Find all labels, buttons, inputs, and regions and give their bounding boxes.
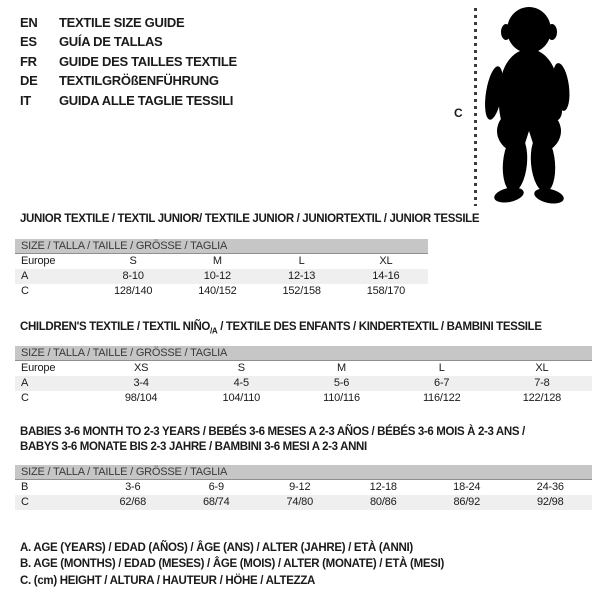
table-cell: 68/74 <box>202 496 230 508</box>
column-header: L <box>298 255 305 267</box>
table-cell: 128/140 <box>113 285 153 297</box>
table-cell: C <box>21 496 29 508</box>
language-label: GUIDE DES TAILLES TEXTILE <box>59 53 237 69</box>
language-code: EN <box>20 15 38 30</box>
toddler-silhouette-image <box>481 5 575 205</box>
column-header: L <box>438 362 445 374</box>
table-row <box>15 269 428 284</box>
junior-size-table <box>15 239 428 299</box>
table-cell: 74/80 <box>286 496 314 508</box>
table-cell: 98/104 <box>124 392 158 404</box>
language-code: ES <box>20 34 37 50</box>
babies-section-title <box>20 425 580 454</box>
language-code: IT <box>20 92 31 108</box>
language-row-de <box>20 71 237 90</box>
children-size-table <box>15 346 592 406</box>
table-cell: 9-12 <box>289 481 311 493</box>
language-row-it <box>20 91 237 110</box>
table-cell: 10-12 <box>203 270 231 282</box>
table-cell: C <box>21 392 29 404</box>
table-cell: B <box>21 481 29 493</box>
height-label-c: C <box>454 106 463 120</box>
column-header: XL <box>379 255 393 267</box>
table-cell: 4-5 <box>233 377 249 389</box>
table-cell: C <box>21 285 29 297</box>
babies-size-table <box>15 465 592 510</box>
language-label: TEXTILE SIZE GUIDE <box>59 15 185 30</box>
junior-size-bar: SIZE / TALLA / TAILLE / GRÖSSE / TAGLIA <box>15 239 428 254</box>
table-cell: A <box>21 377 29 389</box>
table-row <box>15 480 592 495</box>
table-cell: 104/110 <box>222 392 261 404</box>
language-code: FR <box>20 53 37 69</box>
column-header: M <box>212 255 222 267</box>
table-cell: 92/98 <box>536 496 564 508</box>
children-title-rest: / TEXTILE DES ENFANTS / KINDERTEXTIL / BAMBINI TESSILE <box>217 321 542 333</box>
column-header: XL <box>535 362 549 374</box>
table-cell: 12-18 <box>369 481 397 493</box>
babies-size-bar: SIZE / TALLA / TAILLE / GRÖSSE / TAGLIA <box>15 465 592 480</box>
table-cell: 122/128 <box>522 392 562 404</box>
table-row <box>15 391 592 406</box>
language-label: GUIDA ALLE TAGLIE TESSILI <box>59 92 234 108</box>
table-cell: 6-9 <box>208 481 224 493</box>
children-size-bar: SIZE / TALLA / TAILLE / GRÖSSE / TAGLIA <box>15 346 592 361</box>
table-header-row <box>15 361 592 376</box>
table-cell: 116/122 <box>422 392 461 404</box>
column-header: Europe <box>21 255 56 267</box>
table-header-row <box>15 254 428 269</box>
language-label: TEXTILGRÖßENFÜHRUNG <box>59 73 219 89</box>
table-row <box>15 495 592 510</box>
table-cell: 8-10 <box>122 270 144 282</box>
children-table-body <box>15 361 592 406</box>
measurement-legend <box>20 540 444 589</box>
column-header: Europe <box>21 362 56 374</box>
table-cell: 110/116 <box>323 392 360 404</box>
language-row-en <box>20 13 237 32</box>
table-cell: 80/86 <box>369 496 397 508</box>
children-title-subscript: /A <box>210 326 218 336</box>
table-cell: 12-13 <box>288 270 316 282</box>
table-cell: 152/158 <box>282 285 321 297</box>
babies-title-line1: BABIES 3-6 MONTH TO 2-3 YEARS / BEBÉS 3-6 MESES A 2-3 AÑOS / BÉBÉS 3-6 MOIS À 2-3 ANS / <box>20 426 525 438</box>
table-row <box>15 284 428 299</box>
table-cell: 86/92 <box>453 496 481 508</box>
children-title-main: CHILDREN'S TEXTILE / TEXTIL NIÑO <box>20 321 211 333</box>
table-row <box>15 376 592 391</box>
table-cell: 3-6 <box>125 481 141 493</box>
table-cell: 62/68 <box>119 496 147 508</box>
column-header: S <box>129 255 137 267</box>
language-label: GUÍA DE TALLAS <box>59 34 163 50</box>
height-figure <box>440 0 600 215</box>
table-cell: A <box>21 270 29 282</box>
junior-table-body <box>15 254 428 299</box>
table-cell: 140/152 <box>198 285 237 297</box>
table-cell: 158/170 <box>366 285 406 297</box>
table-cell: 14-16 <box>372 270 400 282</box>
language-row-es <box>20 32 237 51</box>
column-header: M <box>337 362 346 374</box>
legend-line-a: A. AGE (YEARS) / EDAD (AÑOS) / ÂGE (ANS) / ALTER (JAHRE) / ETÀ (ANNI) <box>20 542 413 554</box>
language-code: DE <box>20 73 38 89</box>
language-guide-list <box>20 13 237 110</box>
babies-title-line2: BABYS 3-6 MONATE BIS 2-3 JAHRE / BAMBINI 3-6 MESI A 2-3 ANNI <box>20 440 367 453</box>
column-header: XS <box>133 362 149 374</box>
table-cell: 6-7 <box>434 377 450 389</box>
height-dotted-line <box>474 8 477 206</box>
children-section-title <box>20 320 542 339</box>
legend-line-b: B. AGE (MONTHS) / EDAD (MESES) / ÂGE (MOIS) / ALTER (MONATE) / ETÀ (MESI) <box>20 558 445 571</box>
language-row-fr <box>20 52 237 71</box>
table-cell: 24-36 <box>536 481 564 493</box>
table-cell: 5-6 <box>333 377 350 389</box>
babies-table-body <box>15 480 592 510</box>
table-cell: 18-24 <box>453 481 481 493</box>
table-cell: 7-8 <box>534 377 550 389</box>
legend-line-c: C. (cm) HEIGHT / ALTURA / HAUTEUR / HÖHE / ALTEZZA <box>20 574 316 587</box>
junior-section-title: JUNIOR TEXTILE / TEXTIL JUNIOR/ TEXTILE JUNIOR / JUNIORTEXTIL / JUNIOR TESSILE <box>20 213 480 225</box>
column-header: S <box>237 362 245 374</box>
table-cell: 3-4 <box>133 377 149 389</box>
